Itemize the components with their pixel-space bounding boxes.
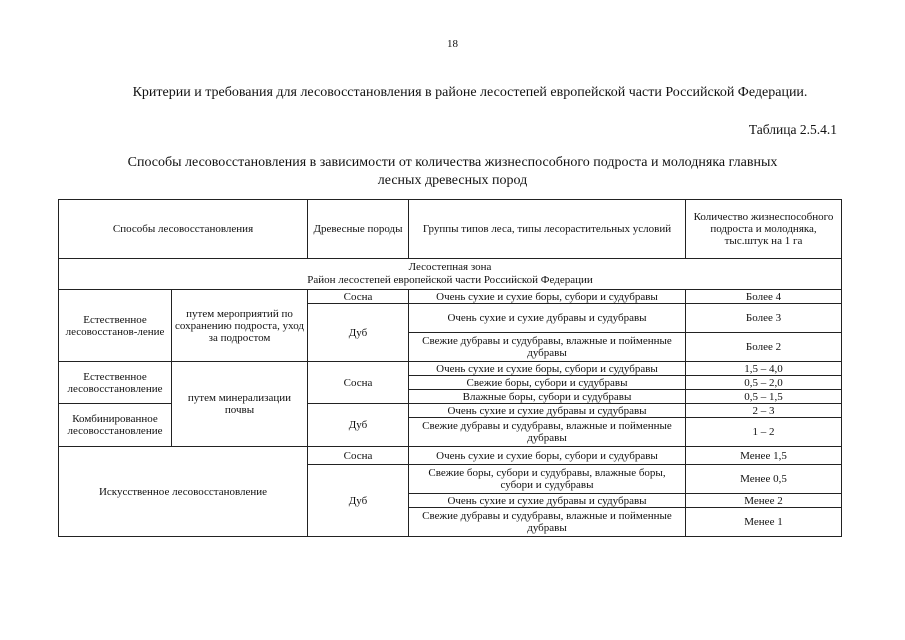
method-cell: Комбинированное лесовосстановление xyxy=(59,404,172,447)
page-number: 18 xyxy=(447,38,458,50)
table-row xyxy=(59,290,842,304)
header-forest-groups: Группы типов леса, типы лесорастительных условий xyxy=(409,200,686,259)
zone-name: Лесостепная зона xyxy=(408,261,492,273)
quantity-cell: 0,5 – 2,0 xyxy=(686,376,842,390)
table-header-row xyxy=(59,200,842,259)
species-cell: Сосна xyxy=(308,447,409,465)
method-cell: Естественное лесовосстановление xyxy=(59,362,172,404)
zone-row xyxy=(59,259,842,290)
forest-group-cell: Свежие боры, субори и судубравы xyxy=(409,376,686,390)
species-cell: Дуб xyxy=(308,304,409,362)
header-species: Древесные породы xyxy=(308,200,409,259)
quantity-cell: Более 2 xyxy=(686,333,842,362)
forest-group-cell: Очень сухие и сухие боры, субори и судубравы xyxy=(409,290,686,304)
forest-group-cell: Влажные боры, субори и судубравы xyxy=(409,390,686,404)
method-cell: Естественное лесовосстанов-ление xyxy=(59,290,172,362)
forest-group-cell: Свежие дубравы и судубравы, влажные и пойменные дубравы xyxy=(409,418,686,447)
forest-group-cell: Очень сухие и сухие дубравы и судубравы xyxy=(409,404,686,418)
quantity-cell: 0,5 – 1,5 xyxy=(686,390,842,404)
quantity-cell: 2 – 3 xyxy=(686,404,842,418)
quantity-cell: Менее 1 xyxy=(686,508,842,537)
table-caption xyxy=(100,154,805,190)
species-cell: Дуб xyxy=(308,404,409,447)
table-caption-line-1: Способы лесовосстановления в зависимости от количества жизнеспособного подроста и молодняка главных xyxy=(127,155,778,170)
forest-group-cell: Очень сухие и сухие боры, субори и судубравы xyxy=(409,447,686,465)
forest-group-cell: Свежие боры, субори и судубравы, влажные боры, субори и судубравы xyxy=(409,465,686,494)
quantity-cell: Более 4 xyxy=(686,290,842,304)
zone-cell xyxy=(59,259,842,290)
forest-group-cell: Свежие дубравы и судубравы, влажные и пойменные дубравы xyxy=(409,508,686,537)
forest-group-cell: Очень сухие и сухие дубравы и судубравы xyxy=(409,304,686,333)
method-cell: Искусственное лесовосстановление xyxy=(59,447,308,537)
header-quantity: Количество жизнеспособного подроста и молодняка, тыс.штук на 1 га xyxy=(686,200,842,259)
table-row xyxy=(59,447,842,465)
document-title: Критерии и требования для лесовосстановления в районе лесостепей европейской части Российской Федерации. xyxy=(132,85,808,100)
table-row xyxy=(59,362,842,376)
forest-group-cell: Свежие дубравы и судубравы, влажные и пойменные дубравы xyxy=(409,333,686,362)
table-number: Таблица 2.5.4.1 xyxy=(748,122,837,137)
forest-group-cell: Очень сухие и сухие боры, субори и судубравы xyxy=(409,362,686,376)
species-cell: Дуб xyxy=(308,465,409,537)
species-cell: Сосна xyxy=(308,290,409,304)
quantity-cell: Более 3 xyxy=(686,304,842,333)
quantity-cell: 1,5 – 4,0 xyxy=(686,362,842,376)
species-cell: Сосна xyxy=(308,362,409,404)
quantity-cell: Менее 1,5 xyxy=(686,447,842,465)
table-caption-line-2: лесных древесных пород xyxy=(377,173,528,188)
region-name: Район лесостепей европейской части Российской Федерации xyxy=(307,274,593,286)
means-cell: путем минерализации почвы xyxy=(172,362,308,447)
forest-group-cell: Очень сухие и сухие дубравы и судубравы xyxy=(409,494,686,508)
quantity-cell: 1 – 2 xyxy=(686,418,842,447)
reforestation-table xyxy=(58,199,842,537)
means-cell: путем мероприятий по сохранению подроста, уход за подростом xyxy=(172,290,308,362)
header-methods: Способы лесовосстановления xyxy=(59,200,308,259)
quantity-cell: Менее 0,5 xyxy=(686,465,842,494)
quantity-cell: Менее 2 xyxy=(686,494,842,508)
